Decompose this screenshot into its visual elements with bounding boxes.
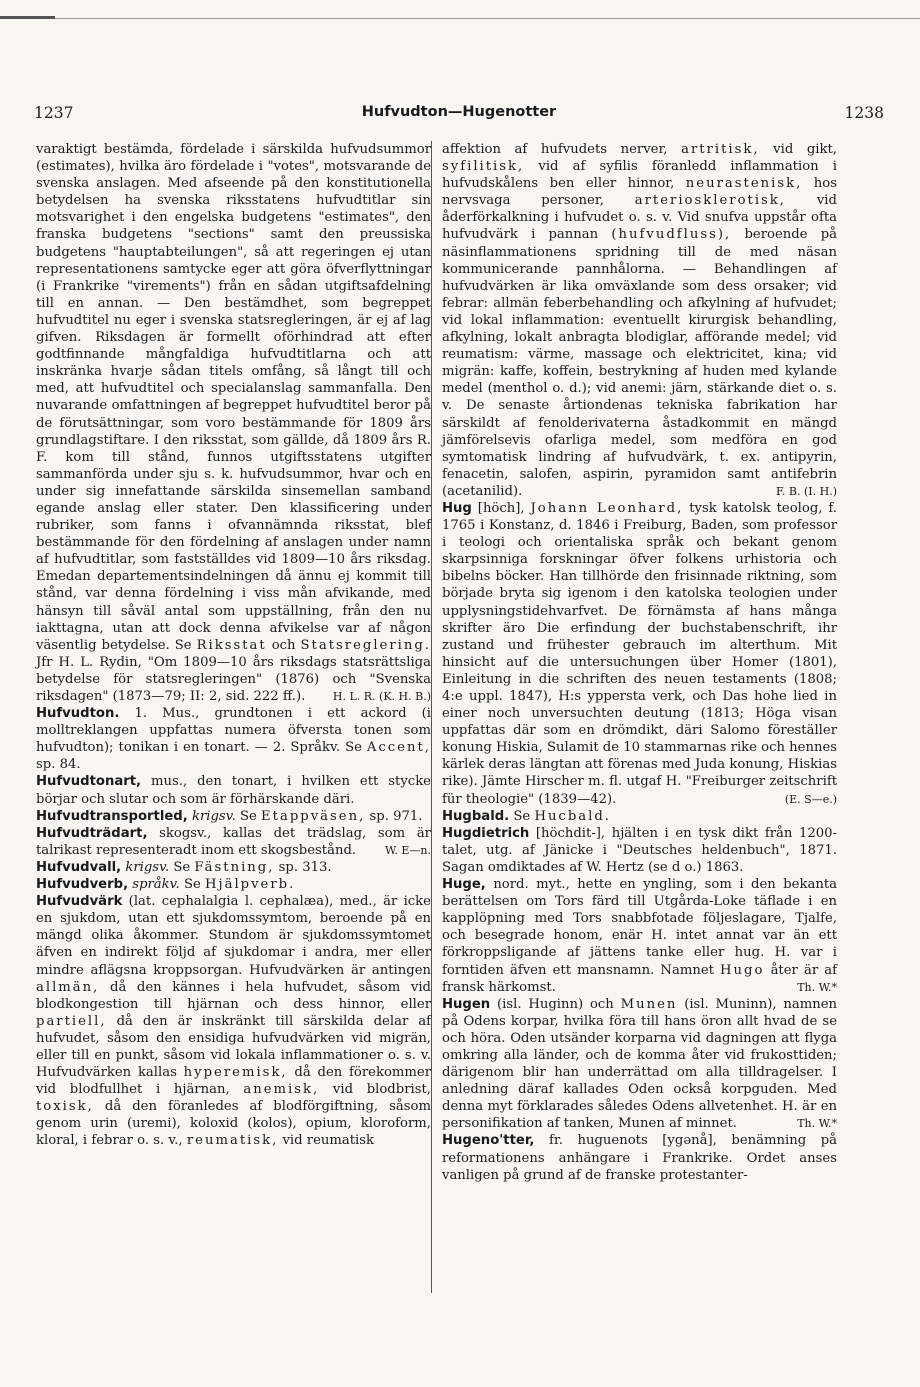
headword: Hufvudton. bbox=[36, 706, 120, 722]
entry-hufvudvall: Hufvudvall, krigsv. Se Fästning, sp. 313. bbox=[36, 859, 332, 875]
entry-hufvudvark: Hufvudvärk (lat. cephalalgia l. cephalæa), med., är icke en sjukdom, utan ett sjukdomssymtom, beroende på en mängd olika åkommer. Stundom är sjukdomssymtomet äfven en indirekt följd af sjukdomar i andra, mer eller mindre aflägsna kroppsorgan. Hufvudvärken är antingen allmän, då den kännes i hela hufvudet, såsom vid blodkongestion till hjärnan och dess hinnor, eller partiell, då den är inskränkt till särskilda delar af hufvudet, såsom den ensidiga hufvudvärken vid migrän, eller till en punkt, såsom vid lokala inflammationer o. s. v. Hufvudvärken kallas hyperemisk, då den förekommer vid blodfullhet i hjärnan, anemisk, vid blodbrist, toxisk, då den föranledes af blodförgiftning, såsom genom urin (uremi), koloxid (kolos), opium, kloroform, kloral, i febrar o. s. v., reumatisk, vid reumatisk bbox=[36, 894, 431, 1149]
entry-hufvudverb: Hufvudverb, språkv. Se Hjälpverb. bbox=[36, 877, 296, 893]
hufvudtitel-continuation: varaktigt bestämda, fördelade i särskilda hufvudsummor (estimates), hvilka äro fördelade i "votes", motsvarande de svenska anslagen. Med afseende på den konstitutionella betydelsen ha svenska riksstatens hufvudtitlar sin motsvarighet i den engelska budgetens "estimates", den franska budgetens "sections" samt den preussiska budgetens "hauptabteilungen", så att regeringen ej utan representationens samtycke eger att göra öfverflyttningar (i Frankrike "virements") från en sådan utgiftsafdelning till en annan. — Den bestämdhet, som begreppet hufvudtitel nu eger i svenska statsregleringen, är ej af lag gifven. Riksdagen är formellt oförhindrad att efter godtfinnande mångfaldiga hufvudtitlarna och att inskränka hvarje sådan titels omfång, så långt till och med, att hufvudtitel och specialanslag sammanfalla. Den nuvarande omfattningen af begreppet hufvudtitel beror på de förutsättningar, som voro bestämmande för 1809 års grundlagstiftare. I den riksstat, som gällde, då 1809 års R. F. kom till stånd, funnos utgiftsstatens utgifter sammanförda under sju s. k. hufvudsummor, hvar och en under sig innefattande särskilda sinsemellan samband egande anslag eller stater. Den klassificering under rubriker, som fanns i ofvannämnda riksstat, blef bestämmande för den fördelning af anslagen under namn af hufvudtitlar, som fastställdes vid 1809—10 års riksdag. Emedan departementsindelningen då ännu ej kommit till stånd, var denna fördelning i viss mån afvikande, med hänsyn till såväl antal som uppställning, från den nu iakttagna, utan att dock denna afvikelse var af någon väsentlig betydelse. Se Riksstat och Statsreglering. Jfr H. L. Rydin, "Om 1809—10 års riksdags statsrättsliga betydelse för statsregleringen" (1876) och "Svenska riksdagen" (1873—79; II: 2, sid. 222 ff.). H. L. R. (K. H. B.) bbox=[36, 142, 431, 704]
xref-fastning: Fästning, bbox=[194, 859, 275, 875]
headword: Hugbald. bbox=[442, 808, 510, 824]
xref-hucbald: Hucbald. bbox=[534, 808, 611, 824]
entry-hugbald: Hugbald. Se Hucbald. bbox=[442, 808, 611, 824]
headword: Hug bbox=[442, 500, 472, 516]
entry-hufvudtransportled: Hufvudtransportled, krigsv. Se Etappväsen, sp. 971. bbox=[36, 808, 423, 824]
headword: Hugen bbox=[442, 996, 491, 1012]
entry-hugdietrich: Hugdietrich [höchdit-], hjälten i en tysk dikt från 1200-talet, utg. af Jänicke i "Deutsches heldenbuch", 1871. Sagan omdiktades af W. Hertz (se d o.) 1863. bbox=[442, 825, 837, 875]
headword: Huge, bbox=[442, 877, 486, 893]
xref-accent: Accent, bbox=[366, 740, 431, 756]
headword: Hufvudverb, bbox=[36, 877, 129, 893]
running-title: Hufvudton—Hugenotter bbox=[361, 104, 557, 120]
headword: Hugeno'tter, bbox=[442, 1133, 535, 1149]
headword: Hufvudvärk bbox=[36, 894, 123, 910]
signature: Th. W.* bbox=[797, 1117, 837, 1131]
signature: Th. W.* bbox=[797, 980, 837, 994]
top-rule bbox=[0, 18, 920, 19]
signature: (E. S—e.) bbox=[784, 792, 837, 806]
entry-hugen: Hugen (isl. Huginn) och Munen (isl. Muninn), namnen på Odens korpar, hvilka föra till hans öron allt hvad de se och höra. Oden utsänder korparna vid dagningen att flyga omkring alla länder, och de komma åter vid frukosttiden; därigenom blir han underrättad om alla tilldragelser. I anledning däraf kallades Oden också korpguden. Med denna myt förklarades således Odens allvetenhet. H. är en personifikation af tanken, Munen af minnet. Th. W.* bbox=[442, 996, 838, 1132]
entry-hufvudtradart: Hufvudträdart, skogsv., kallas det trädslag, som är talrikast representeradt inom ett skogsbestånd. W. E—n. bbox=[36, 825, 431, 858]
headword: Hufvudvall, bbox=[36, 859, 122, 875]
entry-huge: Huge, nord. myt., hette en yngling, som i den bekanta berättelsen om Tors färd till Utgårda-Loke täflade i en kapplöpning med Tors snabbfotade följeslagare, Tjalfe, och besegrade honom, enär H. intet annat var än ett förkroppsligande af jättens tanke eller hug. H. var i forntiden äfven ett mansnamn. Namnet Hugo åter är af fransk härkomst. Th. W.* bbox=[442, 877, 837, 995]
headword: Hufvudtonart, bbox=[36, 774, 142, 790]
page-number-right: 1238 bbox=[844, 104, 884, 122]
entry-hug: Hug [höch], Johann Leonhard, tysk katolsk teolog, f. 1765 i Konstanz, d. 1846 i Freiburg, Baden, som professor i teologi och orientaliska språk och bekant genom skarpsinniga forskningar öfver folkens urhistoria och bibelns böcker. Han tillhörde den frisinnade riktning, som började bryta sig igenom i den katolska teologien under upplysningstidehvarfvet. De förnämsta af hans många skrifter äro Die erfindung der buchstabenschrift, ihr zustand und frühester gebrauch im alterthum. Mit hinsicht auf die untersuchungen über Homer (1801), Einleitung in die schriften des neuen testaments (1808; 4:e uppl. 1847), H:s yppersta verk, och Das hohe lied in einer noch unversuchten deutung (1813; Höga visan uppfattas där som en drömdikt, däri Salomo föreställer konung Hiskia, Sulamit de 10 stammarnas rike och hennes kärlek deras längtan att förenas med Juda konung, Hiskias rike). Jämte Hirscher m. fl. utgaf H. "Freiburger zeitschrift für theologie" (1839—42). (E. S—e.) bbox=[442, 500, 838, 807]
left-column bbox=[36, 141, 431, 1150]
page-header bbox=[34, 104, 884, 126]
headword: Hufvudträdart, bbox=[36, 825, 148, 841]
entry-hugenotter: Hugeno'tter, fr. huguenots [ygənå], benämning på reformationens anhängare i Frankrike. Ordet anses vanligen på grund af de franske protestanter- bbox=[442, 1133, 837, 1183]
right-column bbox=[442, 141, 837, 1184]
entry-hufvudtonart: Hufvudtonart, mus., den tonart, i hvilken ett stycke börjar och slutar och som är förhärskande däri. bbox=[36, 774, 431, 807]
signature: F. B. (I. H.) bbox=[776, 484, 837, 498]
page-number-left: 1237 bbox=[34, 104, 74, 122]
signature: W. E—n. bbox=[385, 843, 431, 857]
hufvudvark-continuation: affektion af hufvudets nerver, artritisk, vid gikt, syfilitisk, vid af syfilis föranledd inflammation i hufvudskålens ben eller hinnor, neurastenisk, hos nervsvaga personer, arteriosklerotisk, vid åderförkalkning i hufvudet o. s. v. Vid snufva uppstår ofta hufvudvärk i pannan (hufvudfluss), beroende på näsinflammationens spridning till de med näsan kommunicerande pannhålorna. — Behandlingen af hufvudvärken är lika omväxlande som dess orsaker; vid febrar: allmän feberbehandling och afkylning af hufvudet; vid lokal inflammation: eventuellt kirurgisk behandling, afkylning, lokalt anbragta blodiglar, afförande medel; vid reumatism: värme, massage och elektricitet, kina; vid migrän: kaffe, koffein, bestrykning af huden med kylande medel (menthol o. d.); vid anemi: järn, stärkande diet o. s. v. De senaste årtiondenas tekniska fabrikation har särskildt af fenolderivaterna åstadkommit en mängd jämförelsevis ofarliga medel, som medföra en god symtomatisk lindring af hufvudvärk, t. ex. antipyrin, fenacetin, salofen, aspirin, pyramidon samt antifebrin (acetanilid). F. B. (I. H.) bbox=[442, 142, 837, 499]
entry-hufvudton: Hufvudton. 1. Mus., grundtonen i ett ackord (i molltreklangen uppfattas numera öfversta tonen som hufvudton); tonikan i en tonart. — 2. Språkv. Se Accent, sp. 84. bbox=[36, 706, 431, 773]
headword: Hufvudtransportled, bbox=[36, 808, 188, 824]
xref-etappvasen: Etappväsen, bbox=[261, 808, 366, 824]
xref-statsreglering: Statsreglering. bbox=[300, 637, 431, 653]
xref-riksstat: Riksstat bbox=[196, 637, 267, 653]
xref-hjalpverb: Hjälpverb. bbox=[205, 877, 296, 893]
top-rule-mark bbox=[0, 16, 55, 19]
signature: H. L. R. (K. H. B.) bbox=[332, 690, 431, 703]
column-divider bbox=[431, 141, 432, 1293]
headword: Hugdietrich bbox=[442, 825, 530, 841]
